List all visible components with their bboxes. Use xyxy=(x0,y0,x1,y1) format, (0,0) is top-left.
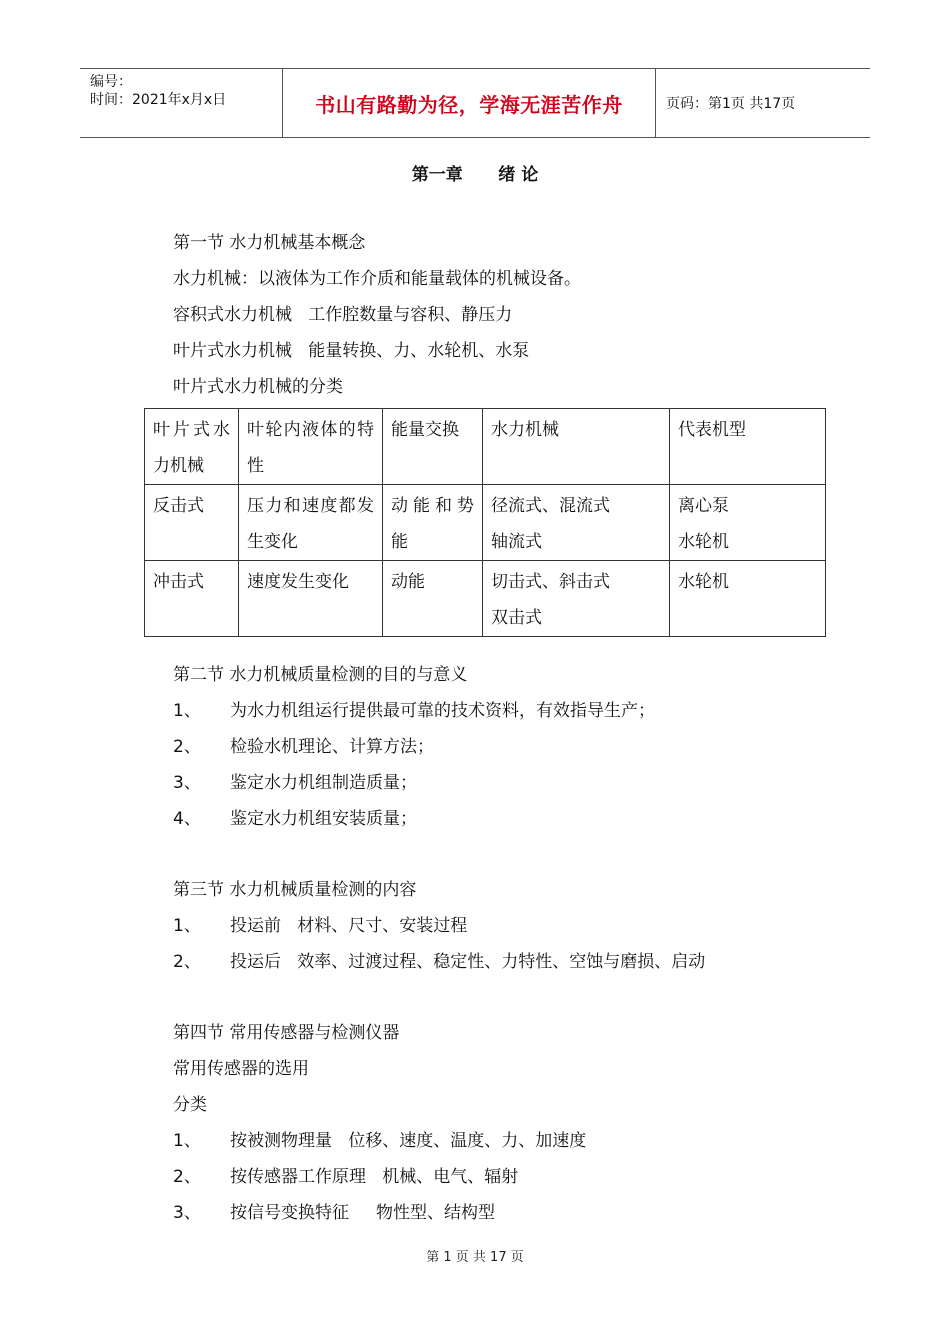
table-row xyxy=(145,561,826,637)
table-header-cell: 代表机型 xyxy=(670,409,826,485)
list-text: 鉴定水力机组安装质量； xyxy=(230,809,417,829)
list-text: 投运后 效率、过渡过程、稳定性、力特性、空蚀与磨损、启动 xyxy=(230,952,706,972)
list-text: 按信号变换特征 物性型、结构型 xyxy=(230,1203,496,1223)
table-cell: 动能 xyxy=(383,561,483,637)
header-meta xyxy=(80,69,282,137)
section4-subheading: 分类 xyxy=(173,1095,207,1115)
list-number: 1、 xyxy=(173,1131,201,1151)
section3-title: 第三节 水力机械质量检测的内容 xyxy=(173,880,417,900)
table-cell: 速度发生变化 xyxy=(239,561,383,637)
section1-line-4: 叶片式水力机械的分类 xyxy=(173,377,343,397)
chapter-title: 第一章 绪 论 xyxy=(411,165,539,185)
list-item xyxy=(173,1202,495,1224)
motto-text: 书山有路勤为径，学海无涯苦作舟 xyxy=(315,92,623,117)
list-text: 检验水机理论、计算方法； xyxy=(230,737,434,757)
list-text: 按被测物理量 位移、速度、温度、力、加速度 xyxy=(230,1131,587,1151)
table-cell: 冲击式 xyxy=(145,561,239,637)
header-motto-cell xyxy=(282,69,656,137)
list-text: 按传感器工作原理 机械、电气、辐射 xyxy=(230,1167,519,1187)
list-item xyxy=(173,772,417,794)
table-header-cell: 能量交换 xyxy=(383,409,483,485)
table-cell: 动能和势能 xyxy=(383,485,483,561)
list-number: 1、 xyxy=(173,701,201,721)
page-footer: 第 1 页 共 17 页 xyxy=(426,1250,524,1265)
list-number: 2、 xyxy=(173,1167,201,1187)
section4-subheading: 常用传感器的选用 xyxy=(173,1059,309,1079)
list-number: 3、 xyxy=(173,1203,201,1223)
list-number: 4、 xyxy=(173,809,201,829)
list-item xyxy=(173,700,655,722)
section1-line-2: 容积式水力机械 工作腔数量与容积、静压力 xyxy=(173,305,513,325)
list-text: 为水力机组运行提供最可靠的技术资料，有效指导生产； xyxy=(230,701,655,721)
serial-label: 编号： xyxy=(90,74,132,90)
list-text: 投运前 材料、尺寸、安装过程 xyxy=(230,916,468,936)
header-page-cell xyxy=(656,69,870,137)
page-header xyxy=(80,68,870,138)
section4-title: 第四节 常用传感器与检测仪器 xyxy=(173,1023,400,1043)
page-info: 页码：第1页 共17页 xyxy=(666,96,796,112)
table-cell: 压力和速度都发生变化 xyxy=(239,485,383,561)
table-header-cell: 水力机械 xyxy=(483,409,670,485)
table-header-row xyxy=(145,409,826,485)
list-item xyxy=(173,736,434,758)
list-item xyxy=(173,915,467,937)
table-cell: 离心泵 水轮机 xyxy=(670,485,826,561)
table-header-cell: 叶片式水力机械 xyxy=(145,409,239,485)
classification-table xyxy=(144,408,826,637)
list-text: 鉴定水力机组制造质量； xyxy=(230,773,417,793)
list-number: 3、 xyxy=(173,773,201,793)
table-cell: 水轮机 xyxy=(670,561,826,637)
table-cell: 径流式、混流式 轴流式 xyxy=(483,485,670,561)
section1-title: 第一节 水力机械基本概念 xyxy=(173,233,366,253)
list-item xyxy=(173,951,705,973)
table-row xyxy=(145,485,826,561)
list-number: 2、 xyxy=(173,737,201,757)
section2-title: 第二节 水力机械质量检测的目的与意义 xyxy=(173,665,468,685)
list-item xyxy=(173,808,417,830)
table-header-cell: 叶轮内液体的特性 xyxy=(239,409,383,485)
section1-line-3: 叶片式水力机械 能量转换、力、水轮机、水泵 xyxy=(173,341,530,361)
list-number: 2、 xyxy=(173,952,201,972)
section1-line-1: 水力机械：以液体为工作介质和能量载体的机械设备。 xyxy=(173,269,581,289)
list-number: 1、 xyxy=(173,916,201,936)
table-cell: 切击式、斜击式 双击式 xyxy=(483,561,670,637)
list-item xyxy=(173,1166,518,1188)
table-cell: 反击式 xyxy=(145,485,239,561)
list-item xyxy=(173,1130,586,1152)
time-label: 时间：2021年x月x日 xyxy=(90,92,227,108)
